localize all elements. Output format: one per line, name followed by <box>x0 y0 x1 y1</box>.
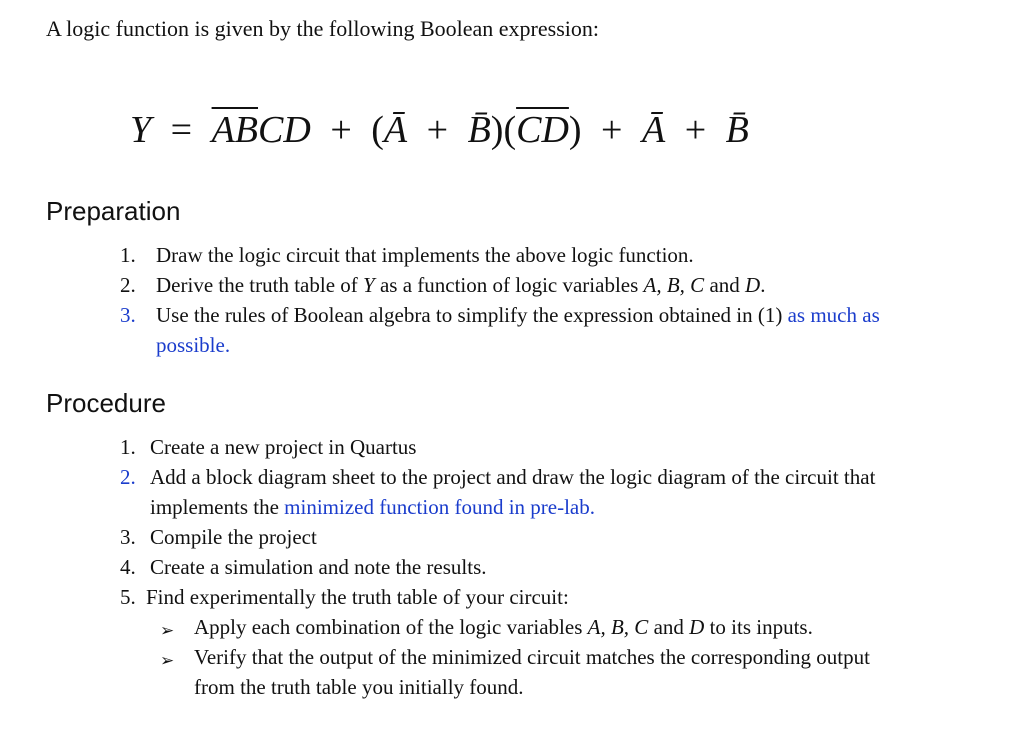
item-text-part: and <box>704 273 746 297</box>
intro-text: A logic function is given by the following Boolean expression: <box>46 16 599 41</box>
arrow-bullet-icon: ➢ <box>160 651 175 670</box>
item-text <box>156 300 880 330</box>
item-number: 4. <box>120 555 136 579</box>
boolean-equation <box>130 108 749 152</box>
item-text-part: implements the <box>150 495 285 519</box>
eq-plus-4: + <box>684 109 707 151</box>
item-number: 5. <box>120 585 136 609</box>
item-text: Find experimentally the truth table of your circuit: <box>146 585 569 609</box>
eq-rparen-1: ) <box>490 109 504 151</box>
variable-d: D <box>689 615 705 639</box>
highlighted-text: minimized function found in pre-lab. <box>284 495 595 519</box>
item-text: Create a simulation and note the results. <box>150 555 487 579</box>
sub-item-text: Verify that the output of the minimized circuit matches the corresponding output <box>194 645 870 669</box>
eq-equals: = <box>170 109 193 151</box>
item-text-part: and <box>648 615 690 639</box>
item-number: 2. <box>120 465 136 489</box>
item-text: Compile the project <box>150 525 317 549</box>
preparation-heading: Preparation <box>46 196 181 226</box>
item-text-cont <box>150 492 595 522</box>
item-number: 3. <box>120 525 136 549</box>
variable-y: Y <box>363 273 375 297</box>
eq-a-bar-2: Ā <box>641 109 666 151</box>
eq-y: Y <box>130 109 152 151</box>
highlighted-text-cont: possible. <box>156 333 231 357</box>
item-number: 3. <box>120 303 136 327</box>
variables-abc: A, B, C <box>587 615 649 639</box>
variables-abc: A, B, C <box>643 273 705 297</box>
eq-term-cd: CD <box>258 109 311 151</box>
eq-rparen-2: ) <box>568 109 582 151</box>
item-text <box>156 270 765 300</box>
eq-plus-3: + <box>601 109 623 151</box>
highlighted-text: as much as <box>787 303 880 327</box>
item-number: 1. <box>120 243 136 267</box>
eq-b-bar-2: B̄ <box>725 109 749 151</box>
item-text-part: to its inputs. <box>704 615 813 639</box>
eq-plus-2: + <box>426 109 449 151</box>
eq-plus-1: + <box>330 109 352 151</box>
item-text-part: as a function of logic variables <box>374 273 644 297</box>
item-text-part: . <box>760 273 766 297</box>
eq-term-ab-bar: $\overline{AB}$ <box>211 109 259 151</box>
item-text: Add a block diagram sheet to the project and draw the logic diagram of the circuit that <box>150 465 876 489</box>
variable-d: D <box>745 273 761 297</box>
eq-lparen-1: ( <box>371 109 384 151</box>
procedure-heading: Procedure <box>46 388 166 418</box>
item-number: 1. <box>120 435 136 459</box>
eq-b-bar: B̄ <box>467 109 491 151</box>
eq-lparen-2: ( <box>503 109 517 151</box>
item-text-part: Derive the truth table of <box>156 273 364 297</box>
sub-item-text-cont: from the truth table you initially found. <box>194 675 524 699</box>
item-number: 2. <box>120 273 136 297</box>
eq-a-bar: Ā <box>383 109 408 151</box>
arrow-bullet-icon: ➢ <box>160 621 175 640</box>
item-text-part: Apply each combination of the logic variables <box>194 615 588 639</box>
eq-cd-bar: $\overline{CD}$ <box>516 109 569 151</box>
sub-item-text <box>194 612 813 642</box>
item-text: Draw the logic circuit that implements the above logic function. <box>156 243 694 267</box>
item-text-part: Use the rules of Boolean algebra to simplify the expression obtained in (1) <box>156 303 788 327</box>
item-text: Create a new project in Quartus <box>150 435 417 459</box>
